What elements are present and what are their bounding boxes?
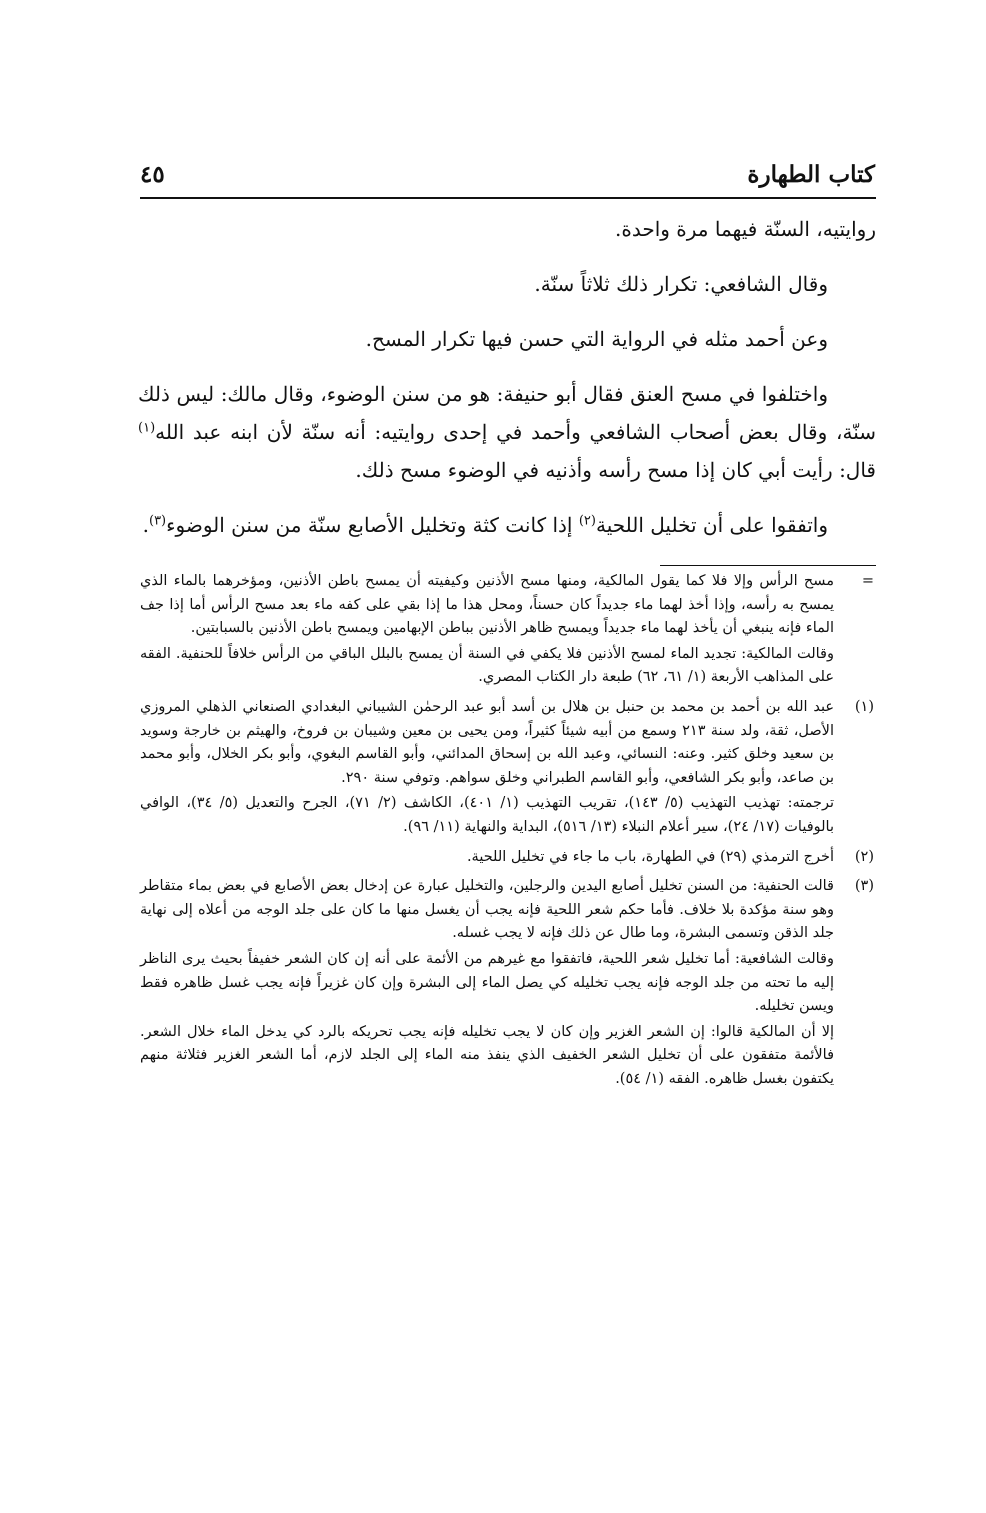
page-number: ٤٥	[140, 161, 165, 188]
main-text	[138, 210, 876, 561]
page-header	[140, 157, 875, 197]
footnote-paragraph: قالت الحنفية: من السنن تخليل أصابع اليدين والرجلين، والتخليل عبارة عن إدخال بعض الأصابع في بعض بماء متقاطر وهو سنة مؤكدة بلا خلاف. فأما حكم شعر اللحية فإنه يجب أن يغسل منها ما كان على جلد الوجه من أعلاه إلى نهاية جلد الذقن وتسمى البشرة، وما طال عن ذلك فإنه لا يجب غسله.	[140, 878, 834, 942]
footnote-paragraph: إلا أن المالكية قالوا: إن الشعر الغزير وإن كان لا يجب تخليله فإنه يجب تحريكه بالرد كي يدخل الماء خلال الشعر. فالأئمة متفقون على أن تخليل الشعر الخفيف الذي ينفذ منه الماء إلى الجلد لازم، أما الشعر الغزير فثلاثة منهم يكتفون بغسل ظاهره. الفقه (١/ ٥٤).	[140, 1023, 834, 1087]
footnote-paragraph: مسح الرأس وإلا فلا كما يقول المالكية، ومنها مسح الأذنين وكيفيته أن يمسح باطن الأذنين، ومؤخرهما بالماء الذي يمسح به رأسه، وإذا أخذ لهما ماء جديداً كان حسناً، ومحل هذا ما إذا بقي على كفه ماء بعد مسح الرأس أما إذا جف الماء فإنه ينبغي أن يأخذ لهما ماء جديداً ويمسح ظاهر الأذنين بباطن الإبهامين ويمسح باطن الأذنين بالسبابتين.	[140, 573, 834, 637]
footnote-2	[140, 846, 876, 872]
footnote-paragraph: أخرج الترمذي (٢٩) في الطهارة، باب ما جاء في تخليل اللحية.	[466, 848, 834, 865]
main-paragraph: واختلفوا في مسح العنق فقال أبو حنيفة: هو من سنن الوضوء، وقال مالك: ليس ذلك سنّة، وقال بعض أصحاب الشافعي وأحمد في إحدى روايتيه: أنه سنّة لأن ابنه عبد الله$^{(١)}$ قال: رأيت أبي كان إذا مسح رأسه وأذنيه في الوضوء مسح ذلك.	[138, 382, 876, 482]
footnote-mark: (٣)	[854, 878, 874, 895]
footnote-ref: (٢)	[578, 513, 596, 529]
main-paragraph: وعن أحمد مثله في الرواية التي حسن فيها تكرار المسح.	[365, 327, 828, 351]
main-paragraph: روايتيه، السنّة فيهما مرة واحدة.	[615, 217, 876, 241]
footnote-mark: (١)	[854, 698, 874, 715]
footnote-continuation	[140, 570, 876, 692]
footnote-paragraph: وقالت المالكية: تجديد الماء لمسح الأذنين فلا يكفي في السنة أن يمسح بالبلل الباقي من الرأس خلافاً للحنفية. الفقه على المذاهب الأربعة (١/ ٦١، ٦٢) طبعة دار الكتاب المصري.	[140, 645, 834, 686]
footnote-paragraph: عبد الله بن أحمد بن محمد بن حنبل بن هلال بن أسد أبو عبد الرحمٰن الشيباني البغدادي الصنعاني الذهلي المروزي الأصل، ثقة، ولد سنة ٢١٣ وسمع من أبيه شيئاً كثيراً، ومن يحيى بن معين وشيبان بن فروخ، والهيثم بن خارجة وسويد بن سعيد وخلق كثير. وعنه: النسائي، وعبد الله بن إسحاق المدائني، وأبو القاسم البغوي، وأبو بكر الخلال، وأبو محمد بن صاعد، وأبو بكر الشافعي، وأبو القاسم الطبراني وخلق سواهم. وتوفي سنة ٢٩٠.	[140, 698, 834, 786]
footnote-mark: (٢)	[854, 848, 874, 865]
header-rule	[140, 197, 876, 199]
running-title: كتاب الطهارة	[747, 161, 875, 188]
footnote-mark: =	[861, 573, 874, 589]
footnote-1	[140, 696, 876, 842]
footnote-ref: (٣)	[148, 513, 167, 529]
footnote-3	[140, 875, 876, 1093]
footnote-paragraph: وقالت الشافعية: أما تخليل شعر اللحية، فاتفقوا مع غيرهم من الأئمة على أنه إن كان الشعر خفيفاً بحيث يرى الناظر إليه ما تحته من جلد الوجه فإنه يجب تخليله كي يصل الماء إلى البشرة وإن كان غزيراً فإنه يجب غسل ظاهره فقط ويسن تخليله.	[140, 950, 834, 1015]
footnotes	[140, 570, 876, 1097]
footnote-separator	[660, 565, 876, 566]
footnote-ref: (١)	[138, 420, 156, 436]
footnote-paragraph: ترجمته: تهذيب التهذيب (٥/ ١٤٣)، تقريب التهذيب (١/ ٤٠١)، الكاشف (٢/ ٧١)، الجرح والتعديل (٥/ ٣٤)، الوافي بالوفيات (١٧/ ٢٤)، سير أعلام النبلاء (١٣/ ٥١٦)، البداية والنهاية (١١/ ٩٦).	[140, 795, 834, 835]
main-paragraph: وقال الشافعي: تكرار ذلك ثلاثاً سنّة.	[534, 272, 828, 296]
main-paragraph: واتفقوا على أن تخليل اللحية$^{(٢)}$ إذا كانت كثة وتخليل الأصابع سنّة من سنن الوضوء$^{(٣)}$.	[142, 513, 828, 537]
